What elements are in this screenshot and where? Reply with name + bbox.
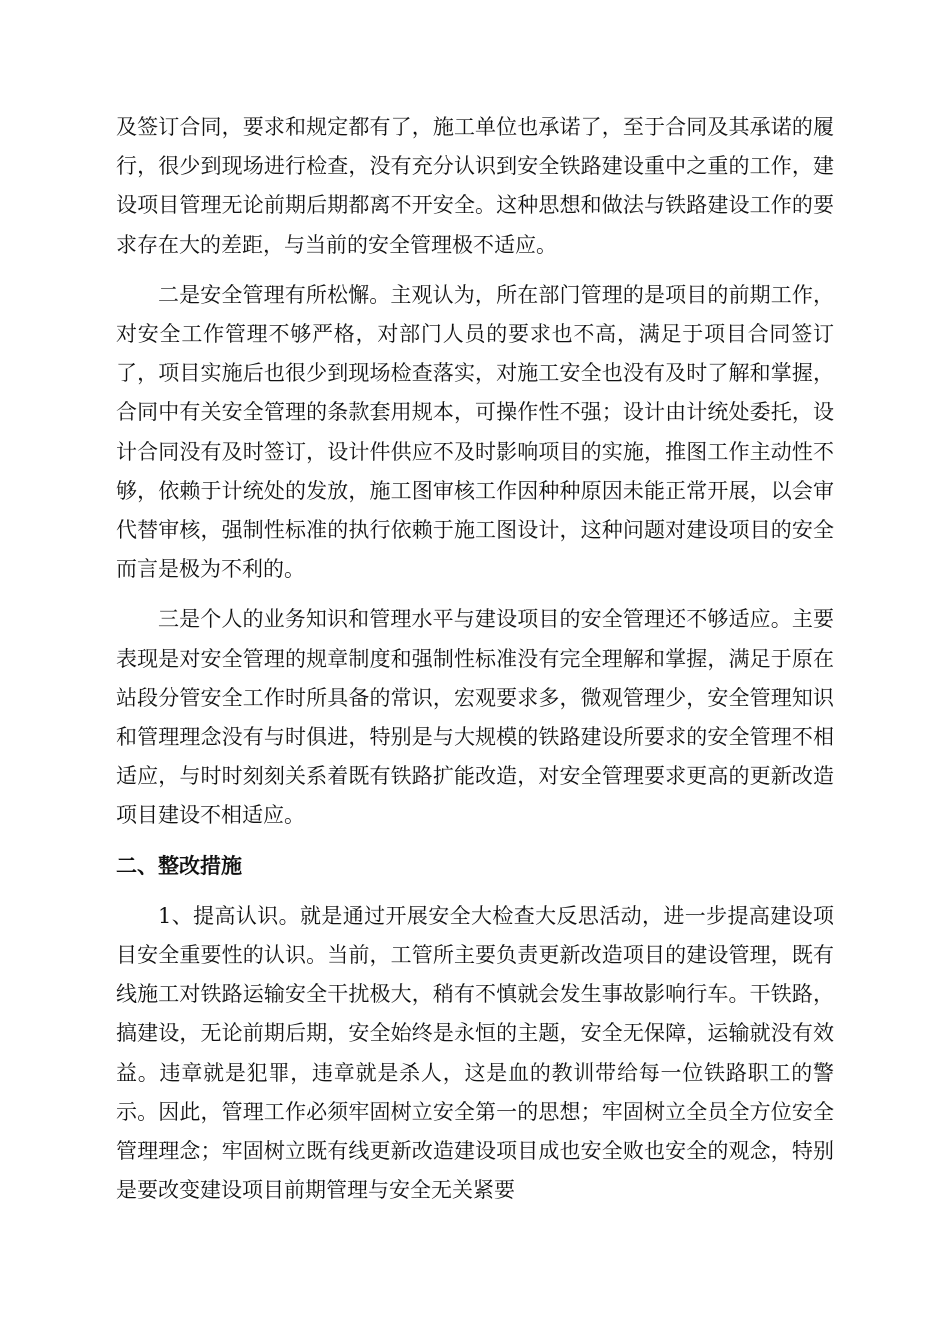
paragraph-spacer [116, 265, 834, 276]
paragraph-measure-one: 1、提高认识。就是通过开展安全大检查大反思活动，进一步提高建设项目安全重要性的认识。当前，工管所主要负责更新改造项目的建设管理，既有线施工对铁路运输安全干扰极大，稍有不慎就会发生事故影响行车。干铁路，搞建设，无论前期后期，安全始终是永恒的主题，安全无保障，运输就没有效益。违章就是犯罪，违章就是杀人，这是血的教训带给每一位铁路职工的警示。因此，管理工作必须牢固树立安全第一的思想；牢固树立全员全方位安全管理理念；牢固树立既有线更新改造建设项目成也安全败也安全的观念，特别是要改变建设项目前期管理与安全无关紧要 [116, 903, 834, 1203]
section-heading: 二、整改措施 [116, 853, 242, 878]
paragraph-point-three: 三是个人的业务知识和管理水平与建设项目的安全管理还不够适应。主要表现是对安全管理的规章制度和强制性标准没有完全理解和掌握，满足于原在站段分管安全工作时所具备的常识，宏观要求多，微观管理少，安全管理知识和管理理念没有与时俱进，特别是与大规模的铁路建设所要求的安全管理不相适应，与时时刻刻关系着既有铁路扩能改造，对安全管理要求更高的更新改造项目建设不相适应。 [116, 607, 834, 828]
paragraph-spacer [116, 836, 834, 847]
paragraph-spacer [116, 589, 834, 600]
paragraph-continuation: 及签订合同，要求和规定都有了，施工单位也承诺了，至于合同及其承诺的履行，很少到现场进行检查，没有充分认识到安全铁路建设重中之重的工作，建设项目管理无论前期后期都离不开安全。这种思想和做法与铁路建设工作的要求存在大的差距，与当前的安全管理极不适应。 [116, 115, 834, 257]
paragraph-spacer [116, 886, 834, 897]
document-body [116, 108, 834, 1210]
paragraph-point-two: 二是安全管理有所松懈。主观认为，所在部门管理的是项目的前期工作，对安全工作管理不够严格，对部门人员的要求也不高，满足于项目合同签订了，项目实施后也很少到现场检查落实，对施工安全也没有及时了解和掌握，合同中有关安全管理的条款套用规本，可操作性不强；设计由计统处委托，设计合同没有及时签订，设计件供应不及时影响项目的实施，推图工作主动性不够，依赖于计统处的发放，施工图审核工作因种种原因未能正常开展，以会审代替审核，强制性标准的执行依赖于施工图设计，这种问题对建设项目的安全而言是极为不利的。 [116, 282, 834, 582]
